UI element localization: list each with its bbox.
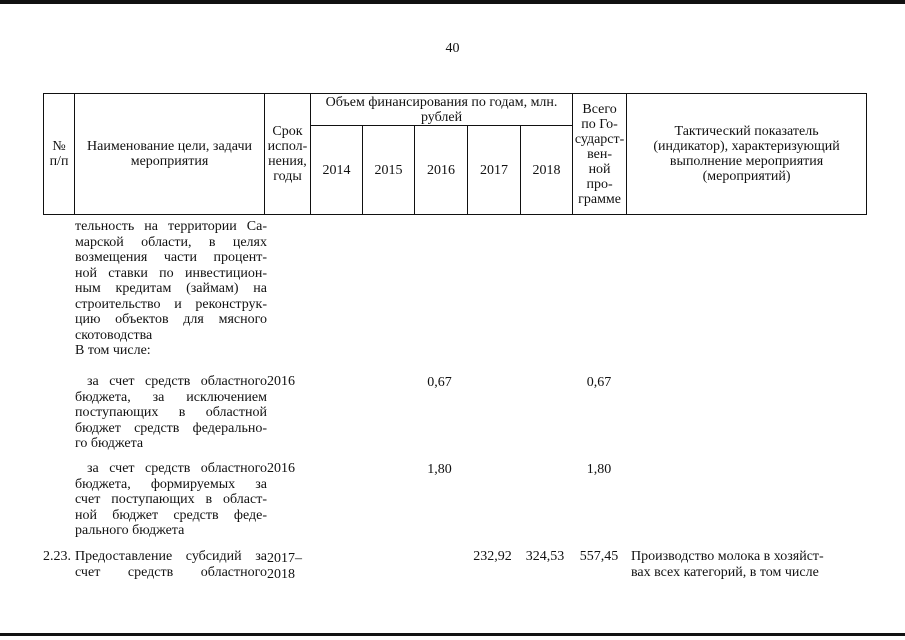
- header-year-2018: 2018: [521, 126, 573, 215]
- header-num: № п/п: [44, 94, 75, 215]
- header-total: Всего по Го- сударст- вен- ной про- грамме: [573, 94, 627, 215]
- item-number: 2.23.: [43, 549, 71, 564]
- item-description: Предоставление субсидий за счет средств областного: [75, 549, 267, 580]
- header-name: Наименование цели, задачи мероприятия: [75, 94, 265, 215]
- sub2-description: за счет средств областного бюджета, формируемых за счет поступающих в област- ной бюджет средств феде- рального бюджета: [75, 461, 267, 538]
- header-year-2014: 2014: [311, 126, 363, 215]
- item-total: 557,45: [579, 549, 619, 564]
- header-year-2017: 2017: [468, 126, 521, 215]
- header-funding: Объем финансирования по годам, млн. рублей: [311, 94, 573, 126]
- header-year-2016: 2016: [415, 126, 468, 215]
- sub2-total: 1,80: [586, 462, 612, 477]
- bottom-rule: [0, 633, 905, 636]
- item-value-2017: 232,92: [473, 549, 512, 564]
- including-label: В том числе:: [75, 343, 151, 358]
- item-indicator: Производство молока в хозяйст- вах всех категорий, в том числе: [631, 549, 824, 580]
- page-number: 40: [445, 41, 460, 56]
- table-header: [43, 93, 867, 215]
- sub2-term: 2016: [267, 461, 295, 476]
- header-indicator: Тактический показатель (индикатор), характеризующий выполнение мероприятия (мероприятий): [627, 94, 867, 215]
- sub1-value-2016: 0,67: [427, 375, 452, 390]
- sub2-value-2016: 1,80: [427, 462, 452, 477]
- sub1-total: 0,67: [586, 375, 612, 390]
- item-term: 2017– 2018: [267, 551, 302, 582]
- sub1-description: за счет средств областного бюджета, за исключением поступающих в областной бюджет средств федерально- го бюджета: [75, 374, 267, 451]
- header-year-2015: 2015: [363, 126, 415, 215]
- top-rule: [0, 0, 905, 4]
- header-term: Срок испол- нения, годы: [265, 94, 311, 215]
- continued-description: тельность на территории Са- марской области, в целях возмещения части процент- ной ставки по инвестицион- ным кредитам (займам) на строительство и реконструк- цию объектов для мясного скотоводства: [75, 219, 267, 343]
- sub1-term: 2016: [267, 374, 295, 389]
- item-value-2018: 324,53: [525, 549, 565, 564]
